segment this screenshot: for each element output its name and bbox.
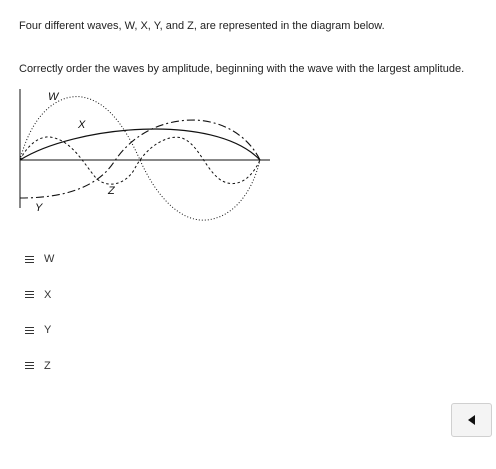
sortable-item-label: W [44, 253, 55, 265]
drag-handle-icon[interactable] [25, 291, 34, 298]
left-triangle-icon [468, 415, 476, 425]
drag-handle-icon[interactable] [25, 256, 34, 263]
question-instruction: Correctly order the waves by amplitude, beginning with the wave with the largest amplitude. [19, 63, 465, 75]
question-intro: Four different waves, W, X, Y, and Z, are represented in the diagram below. [19, 20, 385, 32]
sortable-item-x[interactable] [25, 286, 54, 304]
label-y: Y [35, 202, 43, 214]
sortable-item-w[interactable] [25, 250, 54, 268]
wave-diagram [14, 84, 276, 224]
sortable-item-label: Y [44, 324, 52, 336]
wave-y [20, 120, 260, 198]
label-x: X [78, 119, 86, 131]
wave-w [20, 97, 260, 221]
drag-handle-icon[interactable] [25, 327, 34, 334]
drag-handle-icon[interactable] [25, 362, 34, 369]
label-z: Z [108, 185, 115, 197]
sortable-answer-list [25, 250, 54, 392]
sortable-item-z[interactable] [25, 357, 54, 375]
sortable-item-label: X [44, 288, 52, 301]
sortable-item-label: Z [44, 359, 51, 372]
wave-x [20, 129, 260, 160]
previous-button[interactable] [451, 403, 492, 437]
label-w: W [48, 91, 59, 103]
sortable-item-y[interactable] [25, 321, 54, 339]
